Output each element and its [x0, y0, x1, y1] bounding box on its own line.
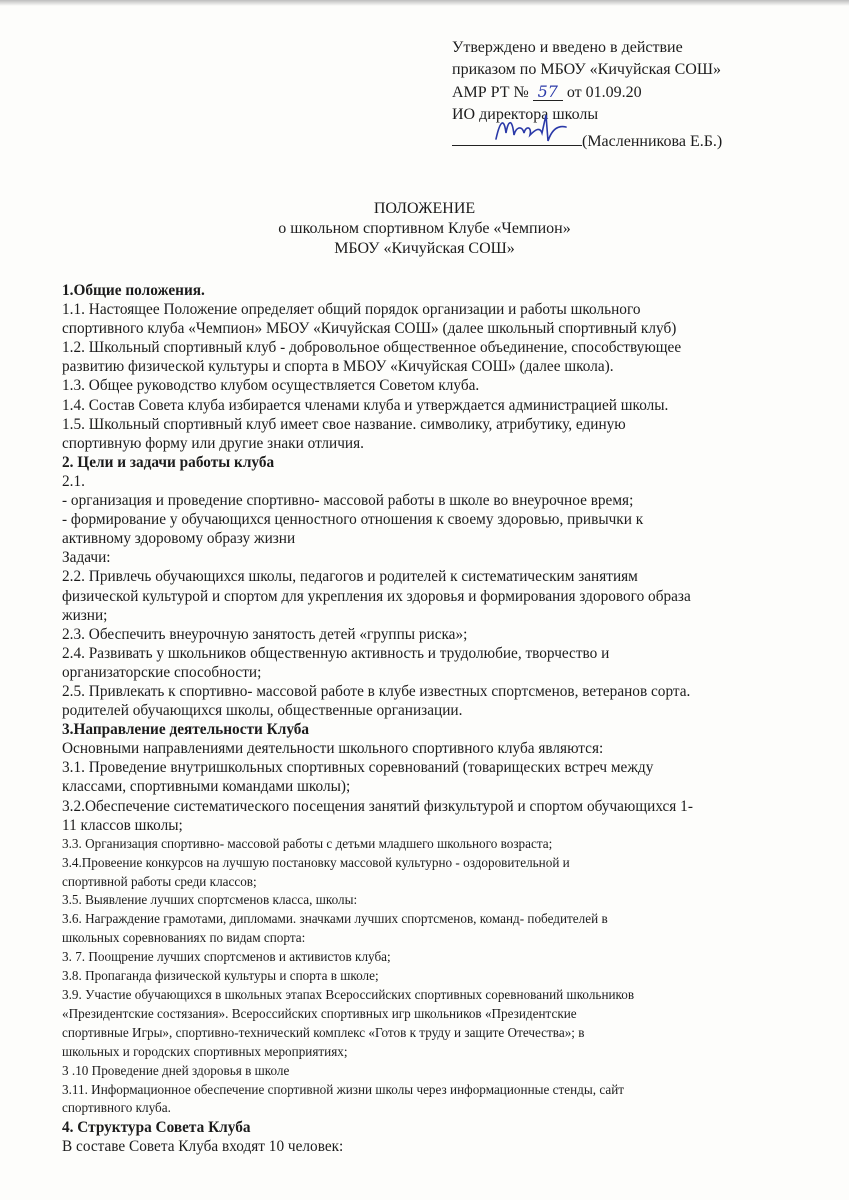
- text-line: 3. 7. Поощрение лучших спортсменов и активистов клуба;: [62, 949, 391, 965]
- text-line: 2.3. Обеспечить внеурочную занятость детей «группы риска»;: [62, 625, 468, 643]
- text-line: 3.5. Выявление лучших спортсменов класса, школы:: [62, 892, 358, 908]
- text-line: жизни;: [62, 606, 108, 624]
- approval-stamp: [452, 37, 722, 153]
- text-line: 3.6. Награждение грамотами, дипломами. значками лучших спортсменов, команд- победителей в: [62, 911, 608, 927]
- text-line: развитию физической культуры и спорта в МБОУ «Кичуйская СОШ» (далее школа).: [62, 358, 614, 376]
- text-line: спортивные Игры», спортивно-технический комплекс «Готов к труду и защите Отечества»; в: [62, 1024, 585, 1040]
- section-heading-2: 2. Цели и задачи работы клуба: [62, 453, 275, 471]
- text-line: Задачи:: [62, 549, 111, 567]
- approval-line-3: [452, 82, 722, 104]
- text-line: - формирование у обучающихся ценностного отношения к своему здоровью, привычки к: [62, 511, 644, 529]
- text-line: 2.4. Развивать у школьников общественную активность и трудолюбие, творчество и: [62, 644, 610, 662]
- text-line: физической культурой и спортом для укрепления их здоровья и формирования здорового образа: [62, 587, 691, 605]
- text-line: 3.11. Информационное обеспечение спортивной жизни школы через информационные стенды, сайт: [62, 1081, 625, 1097]
- text-line: 3.3. Организация спортивно- массовой работы с детьми младшего школьного возраста;: [62, 835, 553, 851]
- order-number: 57: [533, 84, 563, 101]
- text-line: 2.5. Привлекать к спортивно- массовой работе в клубе известных спортсменов, ветеранов сорта.: [62, 682, 691, 700]
- approval-line-4: ИО директора школы: [452, 106, 599, 124]
- text-line: спортивного клуба.: [62, 1100, 171, 1116]
- scan-top-edge: [0, 0, 849, 6]
- document-title: [0, 199, 849, 259]
- text-line: 1.1. Настоящее Положение определяет общий порядок организации и работы школьного: [62, 301, 641, 319]
- title-line-1: ПОЛОЖЕНИЕ: [373, 200, 476, 217]
- title-line-3: МБОУ «Кичуйская СОШ»: [334, 240, 515, 257]
- order-date: от 01.09.20: [566, 83, 642, 101]
- text-line: школьных соревнованиях по видам спорта:: [62, 930, 306, 946]
- section-heading-4: 4. Структура Совета Клуба: [62, 1119, 251, 1137]
- text-line: - организация и проведение спортивно- массовой работы в школе во внеурочное время;: [62, 492, 634, 510]
- approval-line-1: Утверждено и введено в действие: [452, 39, 683, 56]
- text-line: спортивного клуба «Чемпион» МБОУ «Кичуйская СОШ» (далее школьный спортивный клуб): [62, 320, 677, 338]
- text-line: 3.4.Провеение конкурсов на лучшую постановку массовой культурно - оздоровительной и: [62, 854, 570, 870]
- text-line: 2.1.: [62, 472, 85, 490]
- text-line: 3.2.Обеспечение систематического посещения занятий физкультурой и спортом обучающихся 1-: [62, 797, 693, 815]
- director-name: (Масленникова Е.Б.): [582, 132, 723, 150]
- text-line: активному здоровому образу жизни: [62, 530, 296, 548]
- title-line-2: о школьном спортивном Клубе «Чемпион»: [278, 220, 571, 237]
- text-line: 3.8. Пропаганда физической культуры и спорта в школе;: [62, 968, 379, 984]
- text-line: «Президентские состязания». Всероссийских спортивных игр школьников «Президентские: [62, 1005, 577, 1021]
- text-line: 1.4. Состав Совета клуба избирается членами клуба и утверждается администрацией школы.: [62, 396, 669, 414]
- text-line: 3.1. Проведение внутришкольных спортивных соревнований (товарищеских встреч между: [62, 759, 654, 777]
- text-line: Основными направлениями деятельности школьного спортивного клуба являются:: [62, 740, 604, 758]
- text-line: 1.5. Школьный спортивный клуб имеет свое название. символику, атрибутику, единую: [62, 415, 626, 433]
- text-line: 2.2. Привлечь обучающихся школы, педагогов и родителей к систематическим занятиям: [62, 568, 638, 586]
- text-line: классами, спортивными командами школы);: [62, 778, 351, 796]
- text-line: 11 классов школы;: [62, 816, 183, 834]
- text-line: спортивной работы среди классов;: [62, 873, 257, 889]
- section-heading-1: 1.Общие положения.: [62, 282, 205, 299]
- document-body: [62, 281, 792, 1157]
- handwritten-signature-icon: [492, 111, 572, 147]
- order-prefix: АМР РТ №: [452, 83, 529, 101]
- text-line: родителей обучающихся школы, общественные организации.: [62, 702, 463, 720]
- text-line: В составе Совета Клуба входят 10 человек:: [62, 1138, 344, 1156]
- signature-line: [452, 127, 582, 146]
- text-line: 3.9. Участие обучающихся в школьных этапах Всероссийских спортивных соревнований школьников: [62, 986, 635, 1002]
- text-line: 3 .10 Проведение дней здоровья в школе: [62, 1062, 290, 1078]
- approval-line-5: [452, 127, 722, 153]
- text-line: организаторские способности;: [62, 663, 262, 681]
- approval-line-2: приказом по МБОУ «Кичуйская СОШ»: [452, 61, 721, 79]
- text-line: школьных и городских спортивных мероприятиях;: [62, 1043, 348, 1059]
- text-line: 1.3. Общее руководство клубом осуществляется Советом клуба.: [62, 377, 480, 395]
- text-line: спортивную форму или другие знаки отличия.: [62, 434, 364, 452]
- text-line: 1.2. Школьный спортивный клуб - добровольное общественное объединение, способствующее: [62, 339, 682, 357]
- section-heading-3: 3.Направление деятельности Клуба: [62, 721, 310, 739]
